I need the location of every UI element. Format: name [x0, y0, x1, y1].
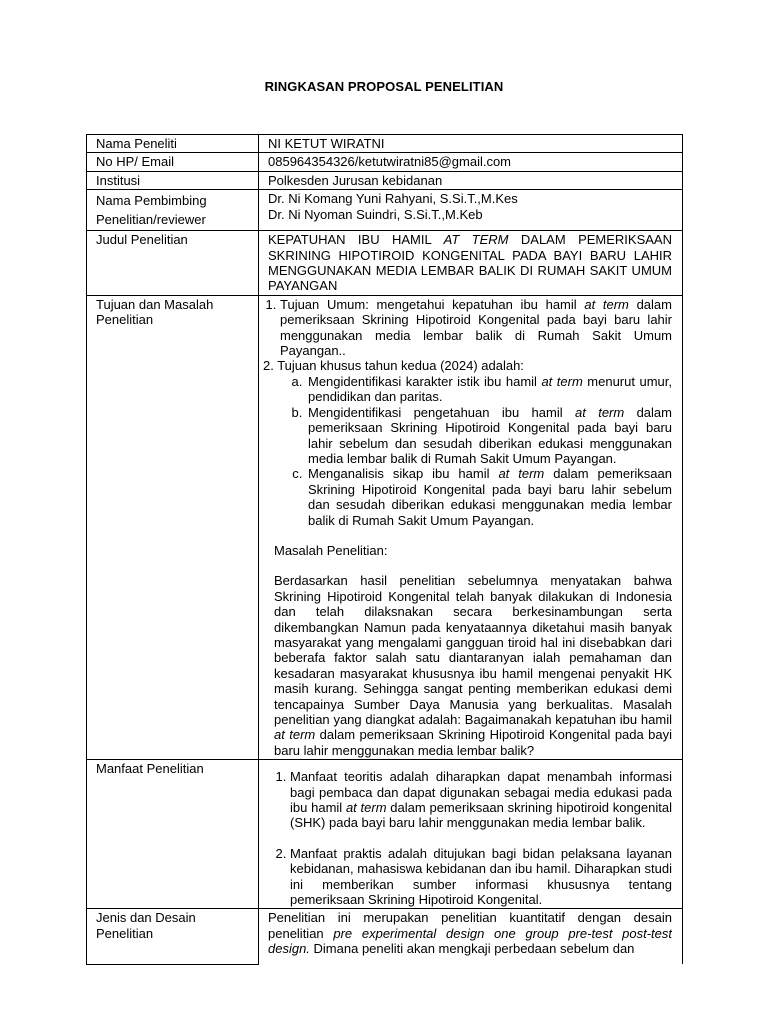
tujuan-khusus-b — [306, 405, 672, 467]
value-nama-peneliti: NI KETUT WIRATNI — [259, 135, 683, 153]
label-no-hp: No HP/ Email — [87, 153, 259, 171]
tujuan-khusus-list — [263, 374, 672, 528]
tujuan-umum-list — [263, 297, 672, 359]
page-title: RINGKASAN PROPOSAL PENELITIAN — [264, 79, 504, 94]
label-institusi: Institusi — [87, 171, 259, 189]
value-jenis — [259, 909, 683, 965]
manfaat-1-post: dalam pemeriksaan skrining hipotiroid kongenital (SHK) pada bayi baru lahir menggunakan media lembar balik. — [290, 800, 672, 831]
tujuan-khusus-c — [306, 466, 672, 528]
masalah-heading: Masalah Penelitian: — [274, 542, 388, 558]
table-row — [87, 760, 683, 909]
table-row — [87, 171, 683, 189]
tujuan-umum-pre: Tujuan Umum: mengetahui kepatuhan ibu hamil — [280, 296, 585, 312]
label-jenis: Jenis dan Desain Penelitian — [87, 909, 259, 965]
jenis-em: pre experimental design one group pre-test post-test design. — [268, 925, 672, 957]
tujuan-b-pre: Mengidentifikasi pengetahuan ibu hamil — [308, 404, 575, 420]
pembimbing-2: Dr. Ni Nyoman Suindri, S.Si.T.,M.Keb — [268, 206, 483, 222]
label-tujuan: Tujuan dan Masalah Penelitian — [87, 295, 259, 759]
pembimbing-1: Dr. Ni Komang Yuni Rahyani, S.Si.T.,M.Kes — [268, 191, 518, 207]
manfaat-1-em: at term — [345, 800, 387, 816]
jenis-text — [268, 910, 672, 963]
label-pembimbing: Nama Pembimbing Penelitian/reviewer — [87, 190, 259, 231]
table-row — [87, 153, 683, 171]
value-judul — [259, 231, 683, 296]
manfaat-1 — [290, 769, 672, 831]
value-manfaat — [259, 760, 683, 909]
value-institusi: Polkesden Jurusan kebidanan — [259, 171, 683, 189]
jenis-pre: Penelitian ini merupakan penelitian kuantitatif dengan desain penelitian — [268, 910, 672, 941]
tujuan-umum — [280, 297, 672, 359]
tujuan-b-em: at term — [575, 404, 625, 420]
tujuan-a-post: menurut umur, pendidikan dan paritas. — [308, 373, 672, 405]
table-row — [87, 909, 683, 965]
proposal-table — [86, 134, 683, 965]
judul-pre: KEPATUHAN IBU HAMIL — [268, 232, 444, 248]
tujuan-a-em: at term — [541, 373, 583, 389]
tujuan-a-pre: Mengidentifikasi karakter istik ibu hamil — [308, 373, 542, 389]
judul-em: AT TERM — [443, 232, 509, 248]
masalah-post: dalam pemeriksaan Skrining Hipotiroid Kongenital pada bayi baru lahir menggunakan media lembar balik? — [274, 727, 672, 758]
table-row — [87, 295, 683, 759]
table-row — [87, 135, 683, 153]
manfaat-1-pre: Manfaat teoritis adalah diharapkan dapat menambah informasi bagi pembaca dan dapat digunakan sebagai media edukasi pada ibu hamil — [290, 769, 672, 816]
tujuan-khusus-heading: 2. Tujuan khusus tahun kedua (2024) adalah: — [263, 358, 524, 374]
value-no-hp: 085964354326/ketutwiratni85@gmail.com — [259, 153, 683, 171]
tujuan-c-em: at term — [498, 466, 545, 482]
tujuan-b-post: dalam pemeriksaan Skrining Hipotiroid Kongenital pada bayi baru lahir sebelum dan sesudah diberikan edukasi menggunakan media lembar balik di Rumah Sakit Umum Payangan. — [308, 404, 672, 466]
masalah-pre: Berdasarkan hasil penelitian sebelumnya menyatakan bahwa Skrining Hipotiroid Kongenital telah banyak dilakukan di Indonesia dan telah dilaksnakan secara berkesinambungan serta dikembangkan Namun pada kenyataannya diketahui masih banyak masyarakat yang mengalami gangguan tiroid hal ini disebabkan dari beberafa faktor salah satu diantaranyan ialah pemahaman dan kesadaran masyarakat khususnya ibu hamil mengenai penyakit HK masih kurang. Sehingga sangat penting memberikan edukasi demi tencapainya Sumber Daya Manusia yang berkualitas. Masalah penelitian yang diangkat adalah: Bagaimanakah kepatuhan ibu hamil — [274, 573, 672, 727]
tujuan-khusus-a — [306, 374, 672, 405]
tujuan-umum-em: at term — [584, 296, 629, 312]
judul-post: DALAM PEMERIKSAAN SKRINING HIPOTIROID KONGENITAL PADA BAYI BARU LAHIR MENGGUNAKAN MEDIA LEMBAR BALIK DI RUMAH SAKIT UMUM PAYANGAN — [268, 232, 672, 294]
table-row — [87, 231, 683, 296]
label-judul: Judul Penelitian — [87, 231, 259, 296]
tujuan-c-post: dalam pemeriksaan Skrining Hipotiroid Kongenital pada bayi baru lahir sebelum dan sesudah diberikan edukasi menggunakan media lembar balik di Rumah Sakit Umum Payangan. — [308, 466, 672, 528]
tujuan-c-pre: Menganalisis sikap ibu hamil — [308, 466, 499, 482]
value-tujuan — [259, 295, 683, 759]
tujuan-umum-post: dalam pemeriksaan Skrining Hipotiroid Kongenital pada bayi baru lahir menggunakan media lembar balik di Rumah Sakit Umum Payangan.. — [280, 296, 672, 359]
masalah-text — [263, 573, 672, 758]
value-pembimbing — [259, 190, 683, 231]
manfaat-list — [268, 769, 672, 907]
table-row — [87, 190, 683, 231]
label-manfaat: Manfaat Penelitian — [87, 760, 259, 909]
jenis-post: Dimana peneliti akan mengkaji perbedaan sebelum dan — [309, 941, 635, 957]
label-nama-peneliti: Nama Peneliti — [87, 135, 259, 153]
masalah-em: at term — [274, 727, 316, 743]
manfaat-2: 2. Manfaat praktis adalah ditujukan bagi bidan pelaksana layanan kebidanan, mahasiswa kebidanan dan ibu hamil. Diharapkan studi ini memberikan sumber informasi khususnya tentang pemeriksaan Skrining Hipotiroid Kongenital. — [290, 846, 672, 908]
